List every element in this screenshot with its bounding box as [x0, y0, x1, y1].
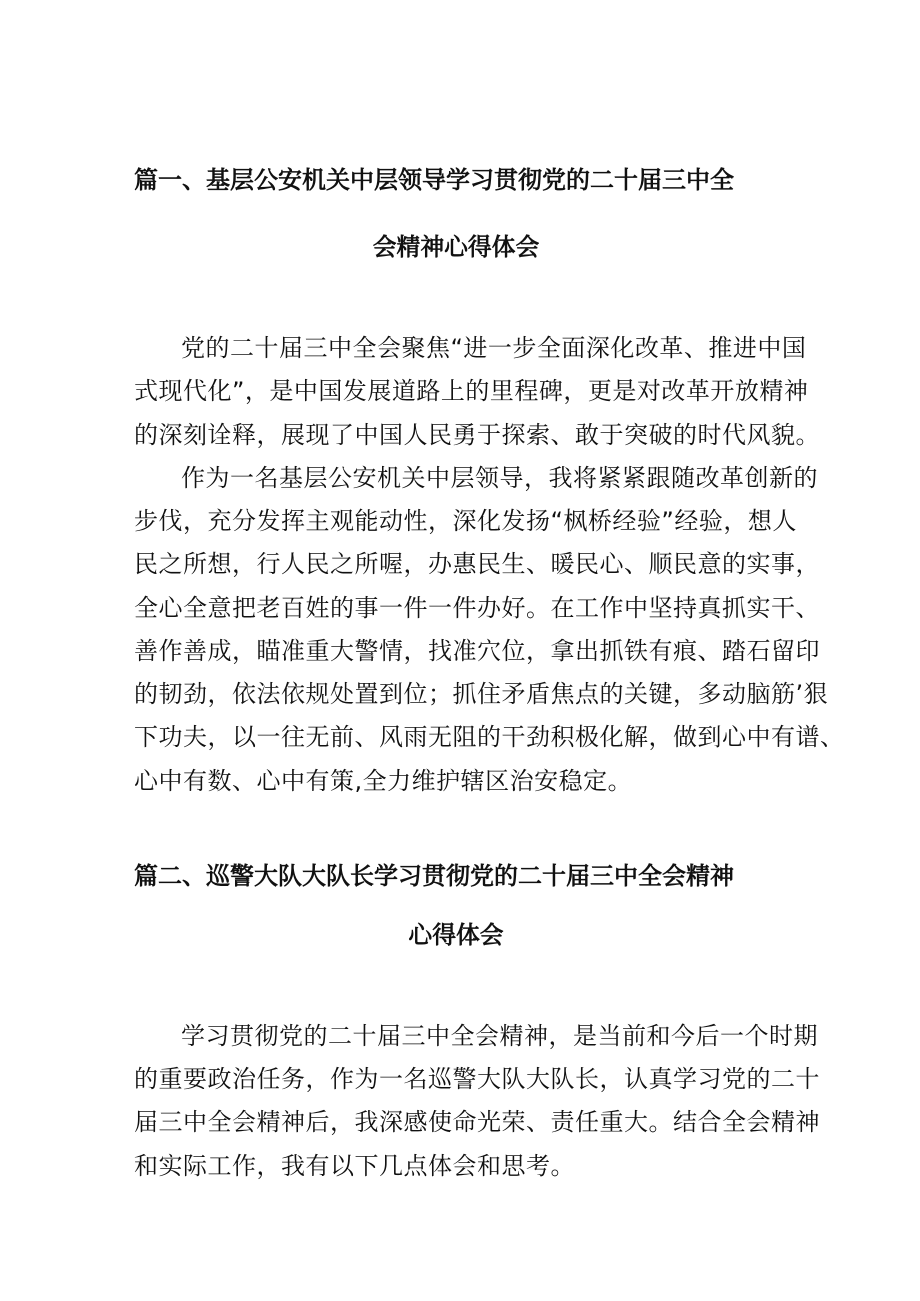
- paragraph-line: 的韧劲，依法依规处置到位；抓住矛盾焦点的关键，多动脑筋’狠: [134, 680, 829, 708]
- paragraph-line: 届三中全会精神后，我深感使命光荣、责任重大。结合全会精神: [134, 1108, 820, 1136]
- section1-heading-line1: 篇一、基层公安机关中层领导学习贯彻党的二十届三中全: [134, 166, 734, 194]
- paragraph-line: 民之所想，行人民之所喔，办惠民生、暖民心、顺民意的实事，: [134, 550, 820, 578]
- paragraph-line: 和实际工作，我有以下几点体会和思考。: [134, 1152, 575, 1180]
- section2-heading-line2: 心得体会: [408, 921, 504, 949]
- paragraph-line: 下功夫，以一往无前、风雨无阻的干劲积极化解，做到心中有谱、: [134, 723, 845, 751]
- paragraph-line: 学习贯彻党的二十届三中全会精神，是当前和今后一个时期: [181, 1022, 818, 1050]
- section2-heading-line1: 篇二、巡警大队大队长学习贯彻党的二十届三中全会精神: [134, 862, 734, 890]
- paragraph-line: 步伐，充分发挥主观能动性，深化发扬“枫桥经验”经验，想人: [134, 507, 797, 535]
- paragraph-line: 全心全意把老百姓的事一件一件办好。在工作中坚持真抓实干、: [134, 594, 820, 622]
- paragraph-line: 的重要政治任务，作为一名巡警大队大队长，认真学习党的二十: [134, 1065, 820, 1093]
- paragraph-line: 的深刻诠释，展现了中国人民勇于探索、敢于突破的时代风貌。: [134, 421, 820, 449]
- section1-heading-line2: 会精神心得体会: [372, 233, 540, 261]
- paragraph-line: 心中有数、心中有策,全力维护辖区治安稳定。: [134, 767, 633, 795]
- paragraph-line: 善作善成，瞄准重大警情，找准穴位，拿出抓铁有痕、踏石留印: [134, 637, 820, 665]
- paragraph-line: 党的二十届三中全会聚焦“进一步全面深化改革、推进中国: [181, 334, 807, 362]
- paragraph-line: 式现代化”，是中国发展道路上的里程碑，更是对改革开放精神: [134, 377, 809, 405]
- paragraph-line: 作为一名基层公安机关中层领导，我将紧紧跟随改革创新的: [181, 464, 818, 492]
